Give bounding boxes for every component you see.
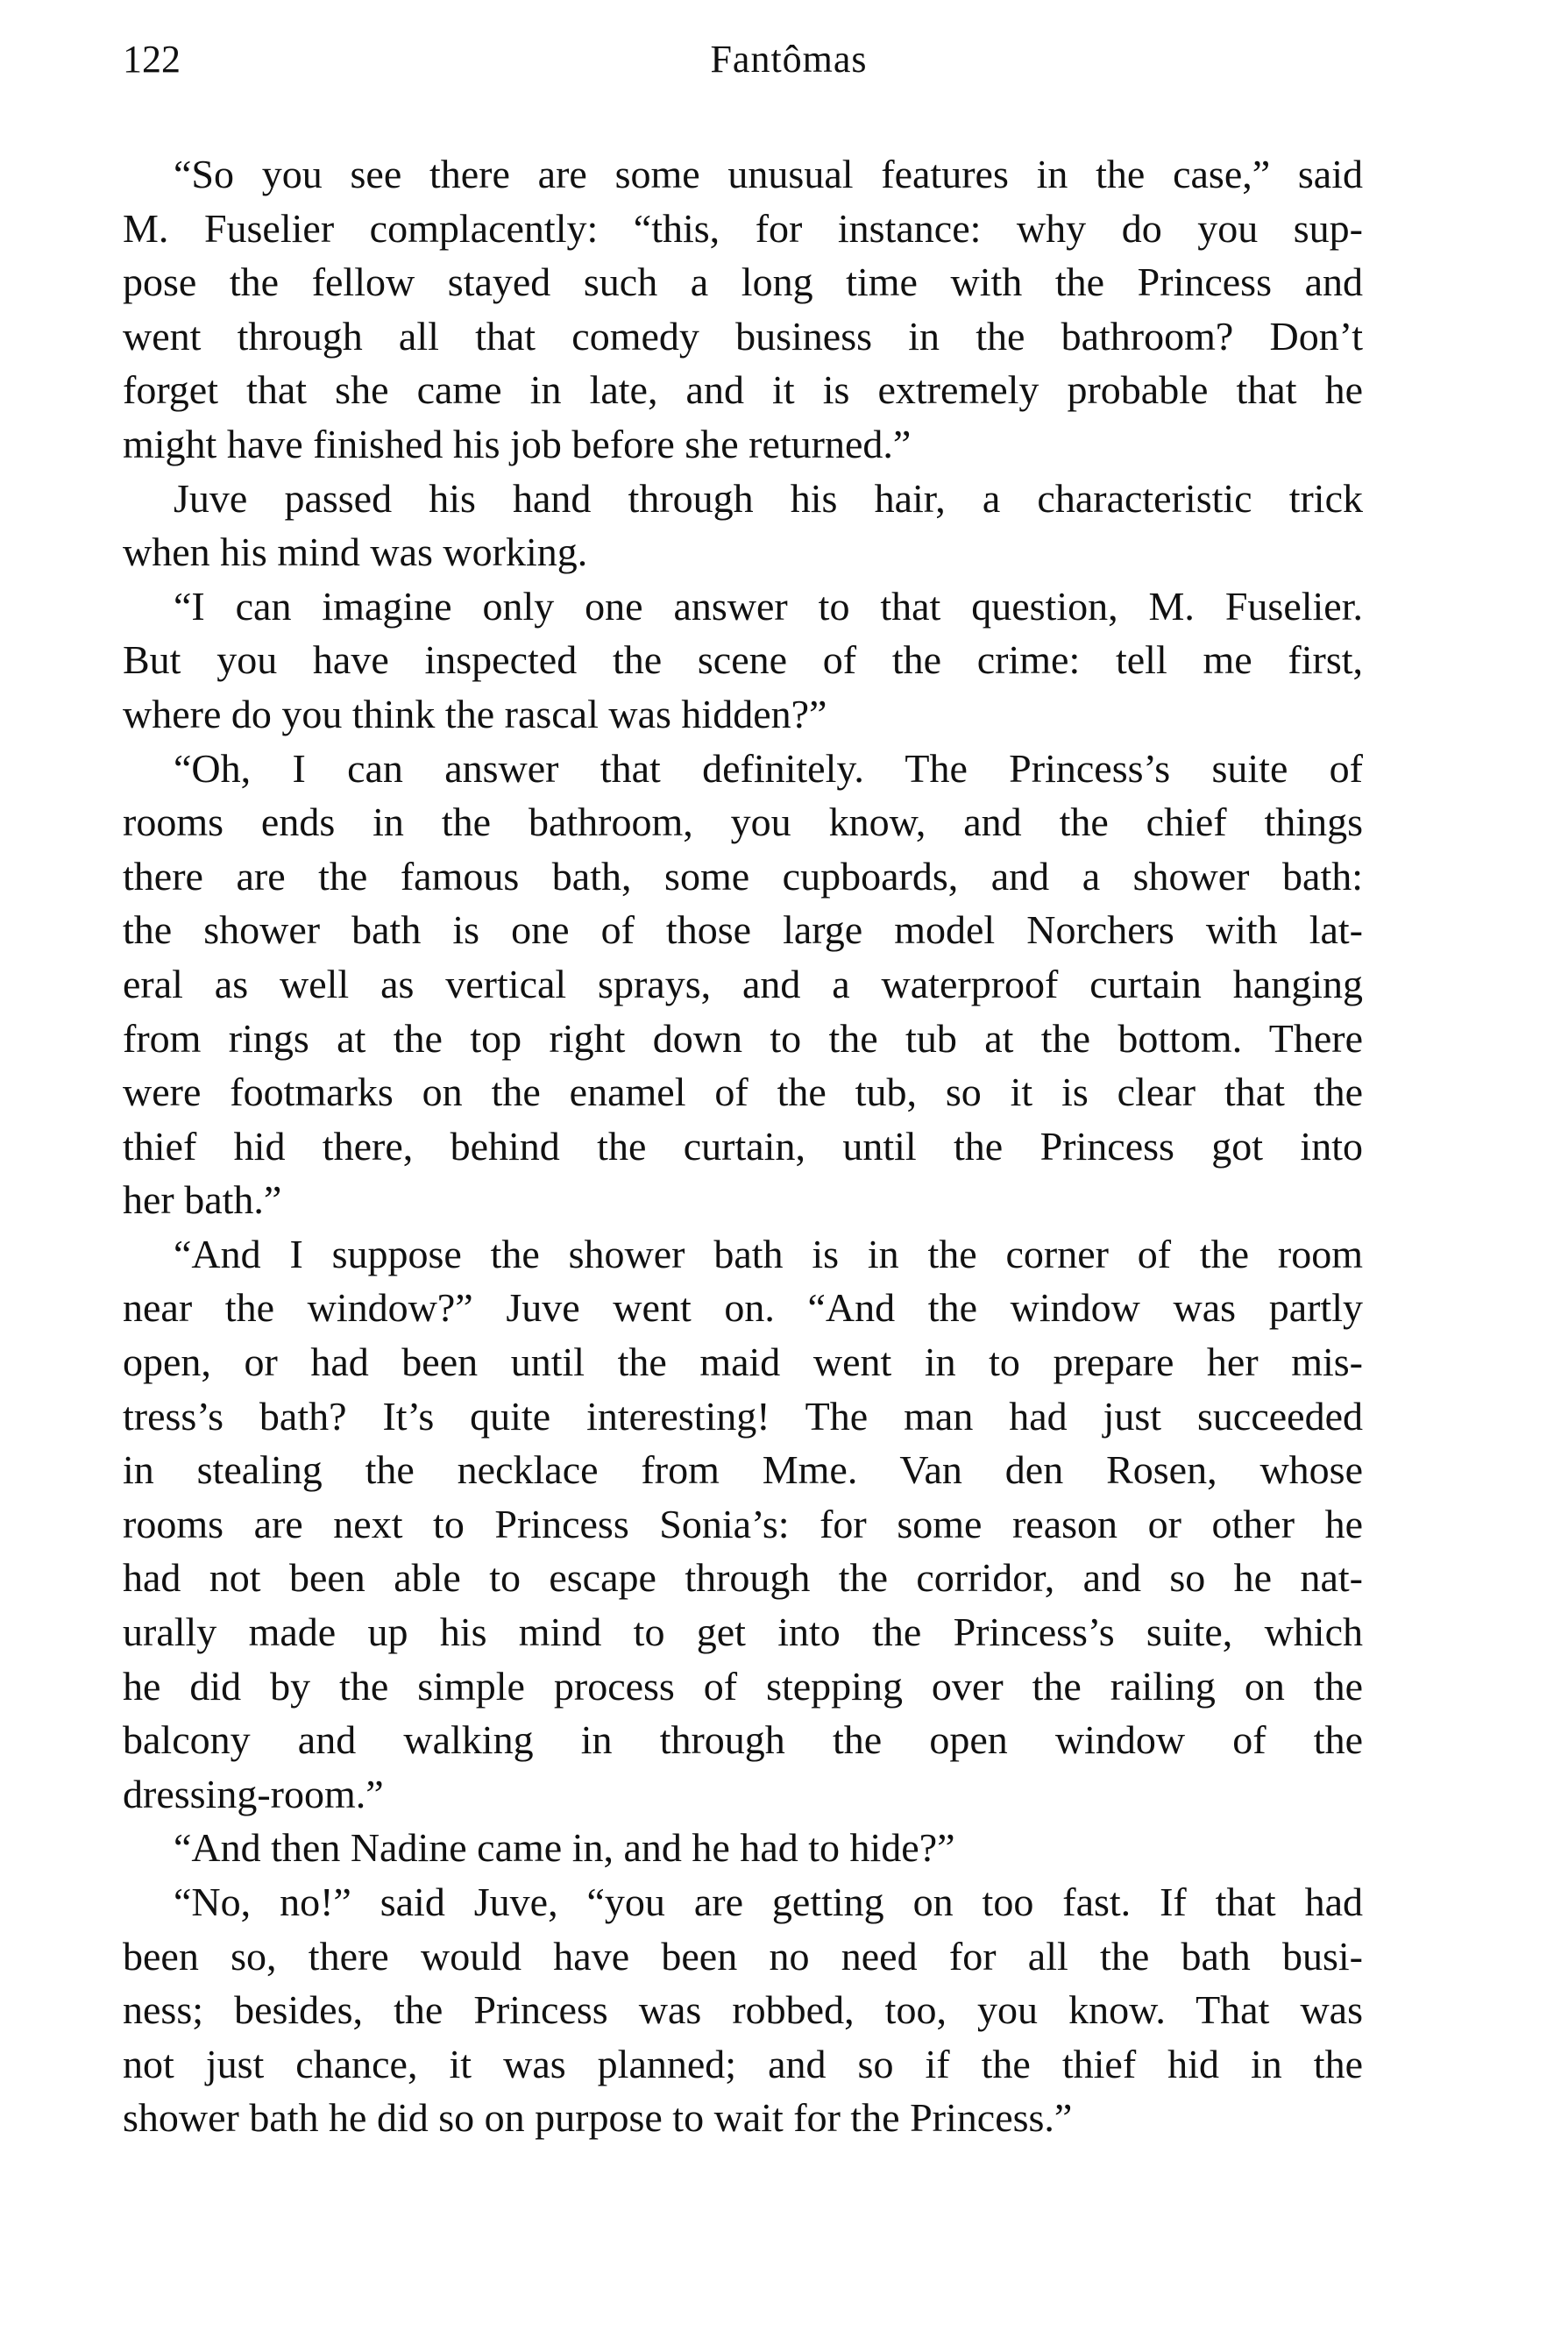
text-line: where do you think the rascal was hidden?”	[123, 691, 827, 736]
page-number: 122	[123, 38, 181, 81]
text-line: forget that she came in late, and it is extremely probable that he	[123, 367, 1363, 413]
text-line: ness; besides, the Princess was robbed, too, you know. That was	[123, 1987, 1363, 2033]
text-line: open, or had been until the maid went in to prepare her mis-	[123, 1339, 1363, 1385]
text-line: from rings at the top right down to the tub at the bottom. There	[123, 1015, 1363, 1061]
text-line: rooms are next to Princess Sonia’s: for some reason or other he	[123, 1501, 1363, 1546]
text-line: But you have inspected the scene of the crime: tell me first,	[123, 637, 1363, 683]
text-line: went through all that comedy business in the bathroom? Don’t	[123, 313, 1363, 359]
text-line: tress’s bath? It’s quite interesting! The man had just succeeded	[123, 1393, 1363, 1439]
text-line: the shower bath is one of those large model Norchers with lat-	[123, 907, 1363, 953]
text-line: urally made up his mind to get into the Princess’s suite, which	[123, 1609, 1363, 1655]
text-line: “No, no!” said Juve, “you are getting on too fast. If that had	[174, 1879, 1363, 1924]
text-line: pose the fellow stayed such a long time with the Princess and	[123, 259, 1363, 305]
text-line: rooms ends in the bathroom, you know, and the chief things	[123, 799, 1363, 845]
text-line: eral as well as vertical sprays, and a waterproof curtain hanging	[123, 961, 1363, 1006]
text-line: been so, there would have been no need for all the bath busi-	[123, 1933, 1363, 1979]
text-line: “I can imagine only one answer to that question, M. Fuselier.	[174, 583, 1363, 629]
text-line: might have finished his job before she returned.”	[123, 421, 912, 466]
text-line: “Oh, I can answer that definitely. The Princess’s suite of	[174, 745, 1363, 791]
text-line: “So you see there are some unusual features in the case,” said	[174, 152, 1363, 196]
text-line: “And I suppose the shower bath is in the corner of the room	[174, 1231, 1363, 1276]
text-line: when his mind was working.	[123, 529, 588, 575]
running-head	[123, 33, 1455, 86]
text-line: had not been able to escape through the corridor, and so he nat-	[123, 1555, 1363, 1601]
text-line: Juve passed his hand through his hair, a characteristic trick	[174, 475, 1363, 521]
text-line: in stealing the necklace from Mme. Van den Rosen, whose	[123, 1447, 1363, 1493]
text-line: shower bath he did so on purpose to wait for the Princess.”	[123, 2095, 1073, 2141]
running-title: Fantômas	[710, 38, 868, 81]
text-line: were footmarks on the enamel of the tub, so it is clear that the	[123, 1069, 1363, 1115]
text-line: there are the famous bath, some cupboards, and a shower bath:	[123, 853, 1363, 899]
text-line: near the window?” Juve went on. “And the window was partly	[123, 1285, 1363, 1331]
text-line: thief hid there, behind the curtain, until the Princess got into	[123, 1123, 1363, 1169]
text-line: M. Fuselier complacently: “this, for instance: why do you sup-	[123, 205, 1363, 251]
text-line: balcony and walking in through the open window of the	[123, 1717, 1363, 1763]
text-line: not just chance, it was planned; and so if the thief hid in the	[123, 2041, 1363, 2086]
text-line: her bath.”	[123, 1177, 282, 1223]
text-line: he did by the simple process of stepping over the railing on the	[123, 1663, 1363, 1709]
text-line: “And then Nadine came in, and he had to hide?”	[174, 1825, 955, 1871]
text-line: dressing-room.”	[123, 1771, 384, 1816]
body-text	[123, 147, 1363, 2145]
